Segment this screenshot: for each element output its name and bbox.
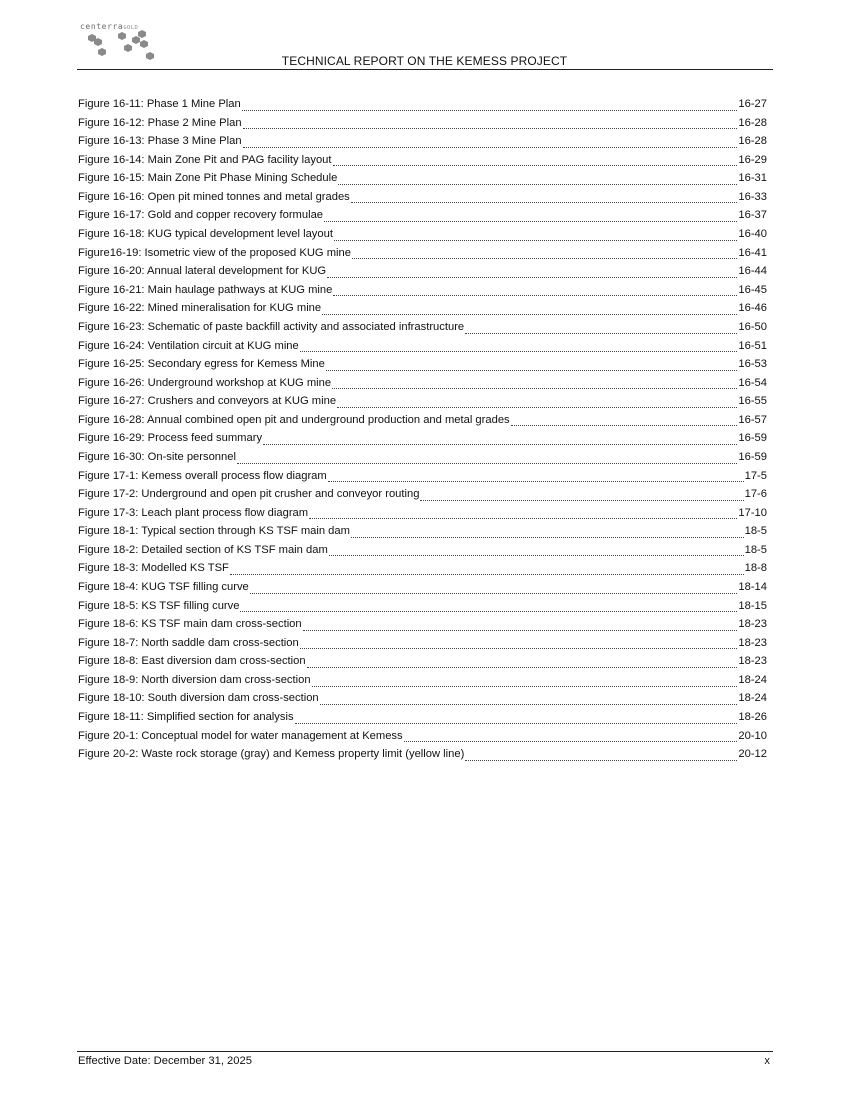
toc-entry-page: 18-5 [744,543,767,556]
toc-entry-page: 20-10 [738,729,767,742]
toc-entry-page: 17-6 [744,488,767,501]
toc-dot-leader [351,201,738,203]
toc-entry-label: Figure 16-24: Ventilation circuit at KUG mine [78,339,299,352]
toc-dot-leader [333,164,738,166]
toc-entry-label: Figure 17-3: Leach plant process flow diagram [78,506,309,519]
toc-entry-page: 16-29 [738,153,767,166]
toc-entry-label: Figure 20-1: Conceptual model for water management at Kemess [78,729,403,742]
toc-entry-page: 16-54 [738,376,767,389]
toc-entry-page: 16-59 [738,450,767,463]
toc-entry-page: 18-26 [738,711,767,724]
toc-entry[interactable] [78,597,767,616]
toc-entry-label: Figure 18-7: North saddle dam cross-section [78,636,299,649]
toc-dot-leader [295,722,738,724]
toc-entry[interactable] [78,429,767,448]
toc-entry[interactable] [78,690,767,709]
toc-entry[interactable] [78,318,767,337]
toc-dot-leader [332,387,737,389]
toc-entry[interactable] [78,559,767,578]
toc-entry[interactable] [78,671,767,690]
toc-entry-label: Figure 18-10: South diversion dam cross-section [78,692,319,705]
toc-entry[interactable] [78,151,767,170]
toc-entry[interactable] [78,392,767,411]
toc-entry-label: Figure 16-11: Phase 1 Mine Plan [78,97,241,110]
toc-entry-page: 16-55 [738,395,767,408]
toc-entry-page: 16-46 [738,302,767,315]
toc-entry-label: Figure 16-26: Underground workshop at KUG mine [78,376,332,389]
toc-entry-page: 16-31 [738,172,767,185]
toc-entry-page: 16-53 [738,358,767,371]
toc-entry-page: 16-33 [738,190,767,203]
toc-entry-label: Figure 16-23: Schematic of paste backfill activity and associated infrastructure [78,320,465,333]
toc-entry-label: Figure 16-30: On-site personnel [78,450,236,463]
toc-dot-leader [303,629,738,631]
toc-entry[interactable] [78,708,767,727]
toc-entry[interactable] [78,95,767,114]
toc-entry-page: 18-24 [738,692,767,705]
toc-dot-leader [237,462,737,464]
footer-divider [77,1051,773,1052]
toc-entry-page: 18-23 [738,636,767,649]
report-title: TECHNICAL REPORT ON THE KEMESS PROJECT [281,54,568,68]
toc-entry-page: 16-57 [738,413,767,426]
toc-entry[interactable] [78,485,767,504]
toc-dot-leader [351,536,744,538]
toc-entry-label: Figure 18-4: KUG TSF filling curve [78,581,249,594]
toc-entry-label: Figure 18-9: North diversion dam cross-section [78,673,311,686]
toc-dot-leader [404,740,738,742]
toc-entry[interactable] [78,299,767,318]
toc-dot-leader [230,573,744,575]
toc-entry[interactable] [78,262,767,281]
toc-entry-label: Figure 16-18: KUG typical development level layout [78,228,333,241]
toc-dot-leader [307,666,738,668]
toc-entry-label: Figure 16-13: Phase 3 Mine Plan [78,135,242,148]
toc-dot-leader [334,239,737,241]
toc-entry-label: Figure 16-22: Mined mineralisation for KUG mine [78,302,322,315]
toc-entry[interactable] [78,745,767,764]
toc-entry-label: Figure 16-20: Annual lateral development for KUG [78,265,327,278]
toc-entry-label: Figure 17-1: Kemess overall process flow diagram [78,469,327,482]
toc-entry[interactable] [78,114,767,133]
toc-entry-label: Figure 16-27: Crushers and conveyors at KUG mine [78,395,337,408]
toc-entry-page: 17-5 [744,469,767,482]
toc-entry-label: Figure 16-17: Gold and copper recovery formulae [78,209,324,222]
toc-entry[interactable] [78,225,767,244]
toc-dot-leader [250,592,738,594]
toc-dot-leader [300,350,738,352]
toc-entry[interactable] [78,727,767,746]
toc-entry-label: Figure16-19: Isometric view of the proposed KUG mine [78,246,351,259]
page-number: x [764,1055,770,1067]
toc-dot-leader [333,294,737,296]
toc-dot-leader [420,499,743,501]
toc-entry-page: 16-40 [738,228,767,241]
toc-entry[interactable] [78,337,767,356]
toc-entry[interactable] [78,504,767,523]
toc-dot-leader [300,647,738,649]
toc-entry-page: 17-10 [738,506,767,519]
toc-dot-leader [240,610,737,612]
toc-entry[interactable] [78,244,767,263]
toc-entry-page: 16-50 [738,320,767,333]
toc-entry-page: 16-44 [738,265,767,278]
toc-dot-leader [312,685,738,687]
toc-entry-page: 18-23 [738,618,767,631]
toc-entry[interactable] [78,411,767,430]
toc-dot-leader [352,257,737,259]
toc-entry[interactable] [78,467,767,486]
toc-entry[interactable] [78,169,767,188]
header-divider [77,69,773,70]
toc-entry[interactable] [78,541,767,560]
toc-dot-leader [324,220,737,222]
toc-entry[interactable] [78,281,767,300]
toc-entry[interactable] [78,374,767,393]
toc-dot-leader [511,424,738,426]
toc-entry-page: 18-8 [744,562,767,575]
toc-entry-page: 16-41 [738,246,767,259]
toc-entry-page: 16-51 [738,339,767,352]
toc-dot-leader [337,406,737,408]
toc-dot-leader [465,332,737,334]
toc-entry-page: 18-14 [738,581,767,594]
toc-entry-label: Figure 16-25: Secondary egress for Kemess Mine [78,358,325,371]
toc-entry-page: 16-59 [738,432,767,445]
toc-entry-label: Figure 18-1: Typical section through KS TSF main dam [78,525,350,538]
toc-entry-page: 18-23 [738,655,767,668]
toc-dot-leader [243,146,738,148]
toc-dot-leader [242,109,738,111]
toc-dot-leader [263,443,737,445]
toc-entry[interactable] [78,634,767,653]
toc-entry-label: Figure 16-28: Annual combined open pit and underground production and metal grades [78,413,510,426]
toc-entry[interactable] [78,578,767,597]
toc-dot-leader [328,480,744,482]
toc-entry-page: 18-15 [738,599,767,612]
toc-dot-leader [243,127,738,129]
toc-entry-label: Figure 20-2: Waste rock storage (gray) and Kemess property limit (yellow line) [78,748,465,761]
toc-entry[interactable] [78,615,767,634]
toc-dot-leader [327,276,737,278]
toc-entry-page: 16-45 [738,283,767,296]
toc-entry-label: Figure 16-29: Process feed summary [78,432,263,445]
toc-entry-label: Figure 18-5: KS TSF filling curve [78,599,240,612]
toc-entry-page: 16-28 [738,116,767,129]
toc-entry-label: Figure 16-14: Main Zone Pit and PAG facility layout [78,153,332,166]
toc-entry-page: 20-12 [738,748,767,761]
toc-entry-label: Figure 17-2: Underground and open pit crusher and conveyor routing [78,488,420,501]
toc-entry-page: 18-5 [744,525,767,538]
list-of-figures [78,95,767,764]
toc-entry[interactable] [78,355,767,374]
toc-entry[interactable] [78,132,767,151]
effective-date: Effective Date: December 31, 2025 [78,1055,252,1067]
toc-dot-leader [465,759,737,761]
toc-entry-label: Figure 16-12: Phase 2 Mine Plan [78,116,242,129]
toc-dot-leader [322,313,737,315]
toc-entry-page: 16-37 [738,209,767,222]
toc-entry[interactable] [78,206,767,225]
toc-entry-page: 16-28 [738,135,767,148]
logo-wordmark: centerraGOLD [80,22,139,31]
toc-dot-leader [326,369,738,371]
toc-dot-leader [309,517,737,519]
toc-entry[interactable] [78,522,767,541]
toc-entry-label: Figure 16-16: Open pit mined tonnes and metal grades [78,190,350,203]
toc-entry-label: Figure 16-15: Main Zone Pit Phase Mining Schedule [78,172,338,185]
toc-dot-leader [320,703,738,705]
toc-entry[interactable] [78,188,767,207]
toc-entry-label: Figure 18-11: Simplified section for analysis [78,711,294,724]
toc-dot-leader [338,183,737,185]
toc-dot-leader [329,554,744,556]
toc-entry[interactable] [78,448,767,467]
toc-entry-label: Figure 18-8: East diversion dam cross-section [78,655,306,668]
toc-entry-label: Figure 18-6: KS TSF main dam cross-section [78,618,302,631]
toc-entry-label: Figure 16-21: Main haulage pathways at KUG mine [78,283,333,296]
toc-entry-label: Figure 18-3: Modelled KS TSF [78,562,229,575]
toc-entry-page: 18-24 [738,673,767,686]
toc-entry-page: 16-27 [738,97,767,110]
toc-entry[interactable] [78,652,767,671]
toc-entry-label: Figure 18-2: Detailed section of KS TSF main dam [78,543,328,556]
